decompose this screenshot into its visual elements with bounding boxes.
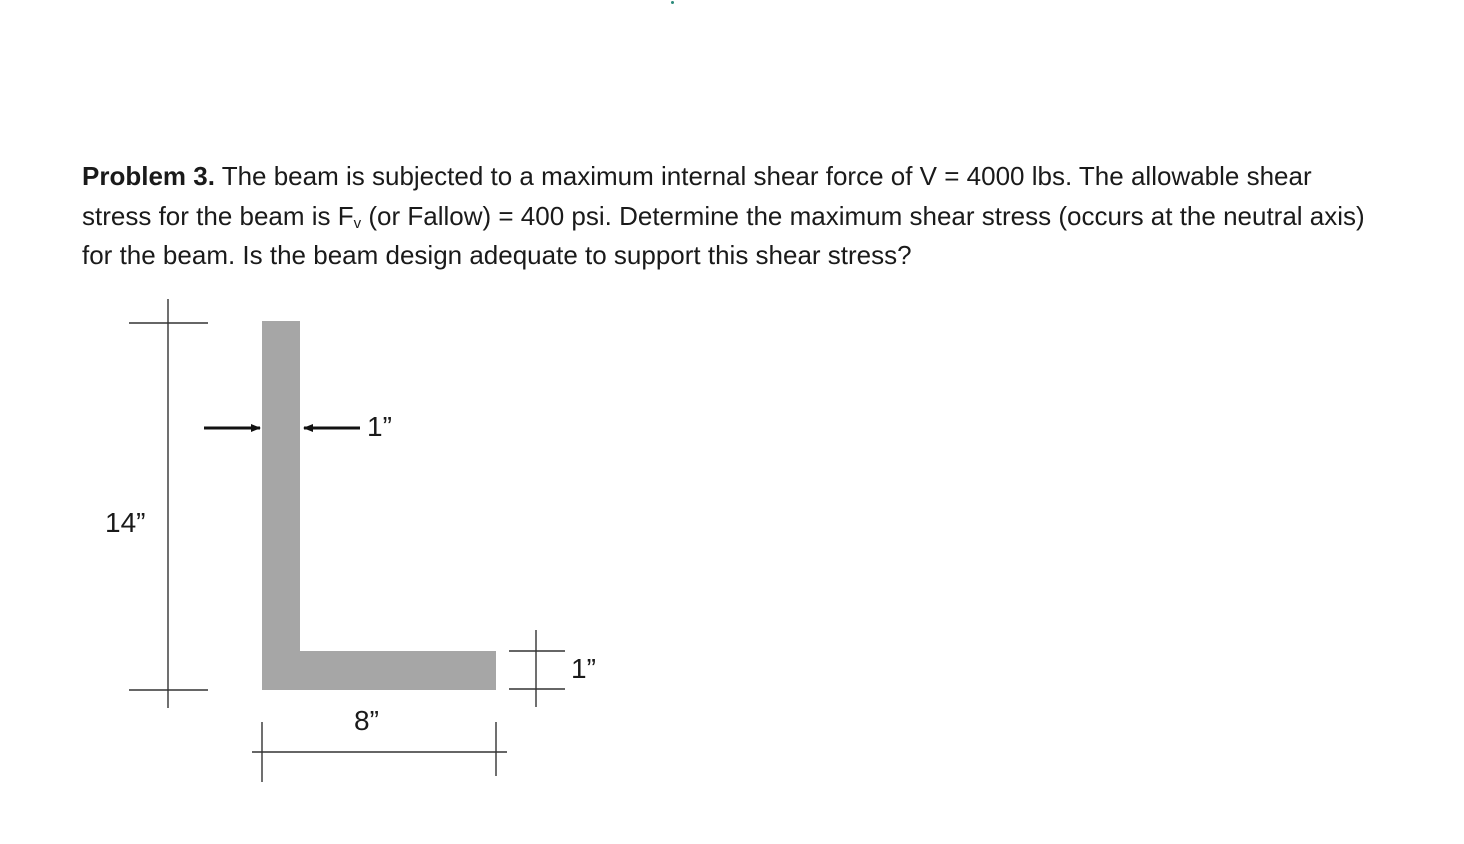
width-label: 8”: [354, 705, 379, 736]
flange-thickness-label: 1”: [571, 653, 596, 684]
width-dimension: [252, 722, 507, 782]
problem-label: Problem 3.: [82, 161, 215, 191]
flange-thickness-dimension: [509, 630, 565, 707]
problem-text-part2: (or Fallow) = 400 psi. Determine the maximum shear stress (occurs at the neutral axis) for the beam. Is the beam design adequate to support this shear stress?: [82, 200, 1365, 270]
height-dimension: [129, 299, 208, 708]
problem-subscript: v: [353, 214, 362, 232]
problem-text-part1: The beam is subjected to a maximum internal shear force of V = 4000 lbs. The allowable shear stress for the beam is F: [82, 161, 1312, 231]
height-label: 14”: [105, 507, 146, 538]
l-section-shape: [262, 321, 496, 690]
web-thickness-label: 1”: [367, 411, 392, 442]
